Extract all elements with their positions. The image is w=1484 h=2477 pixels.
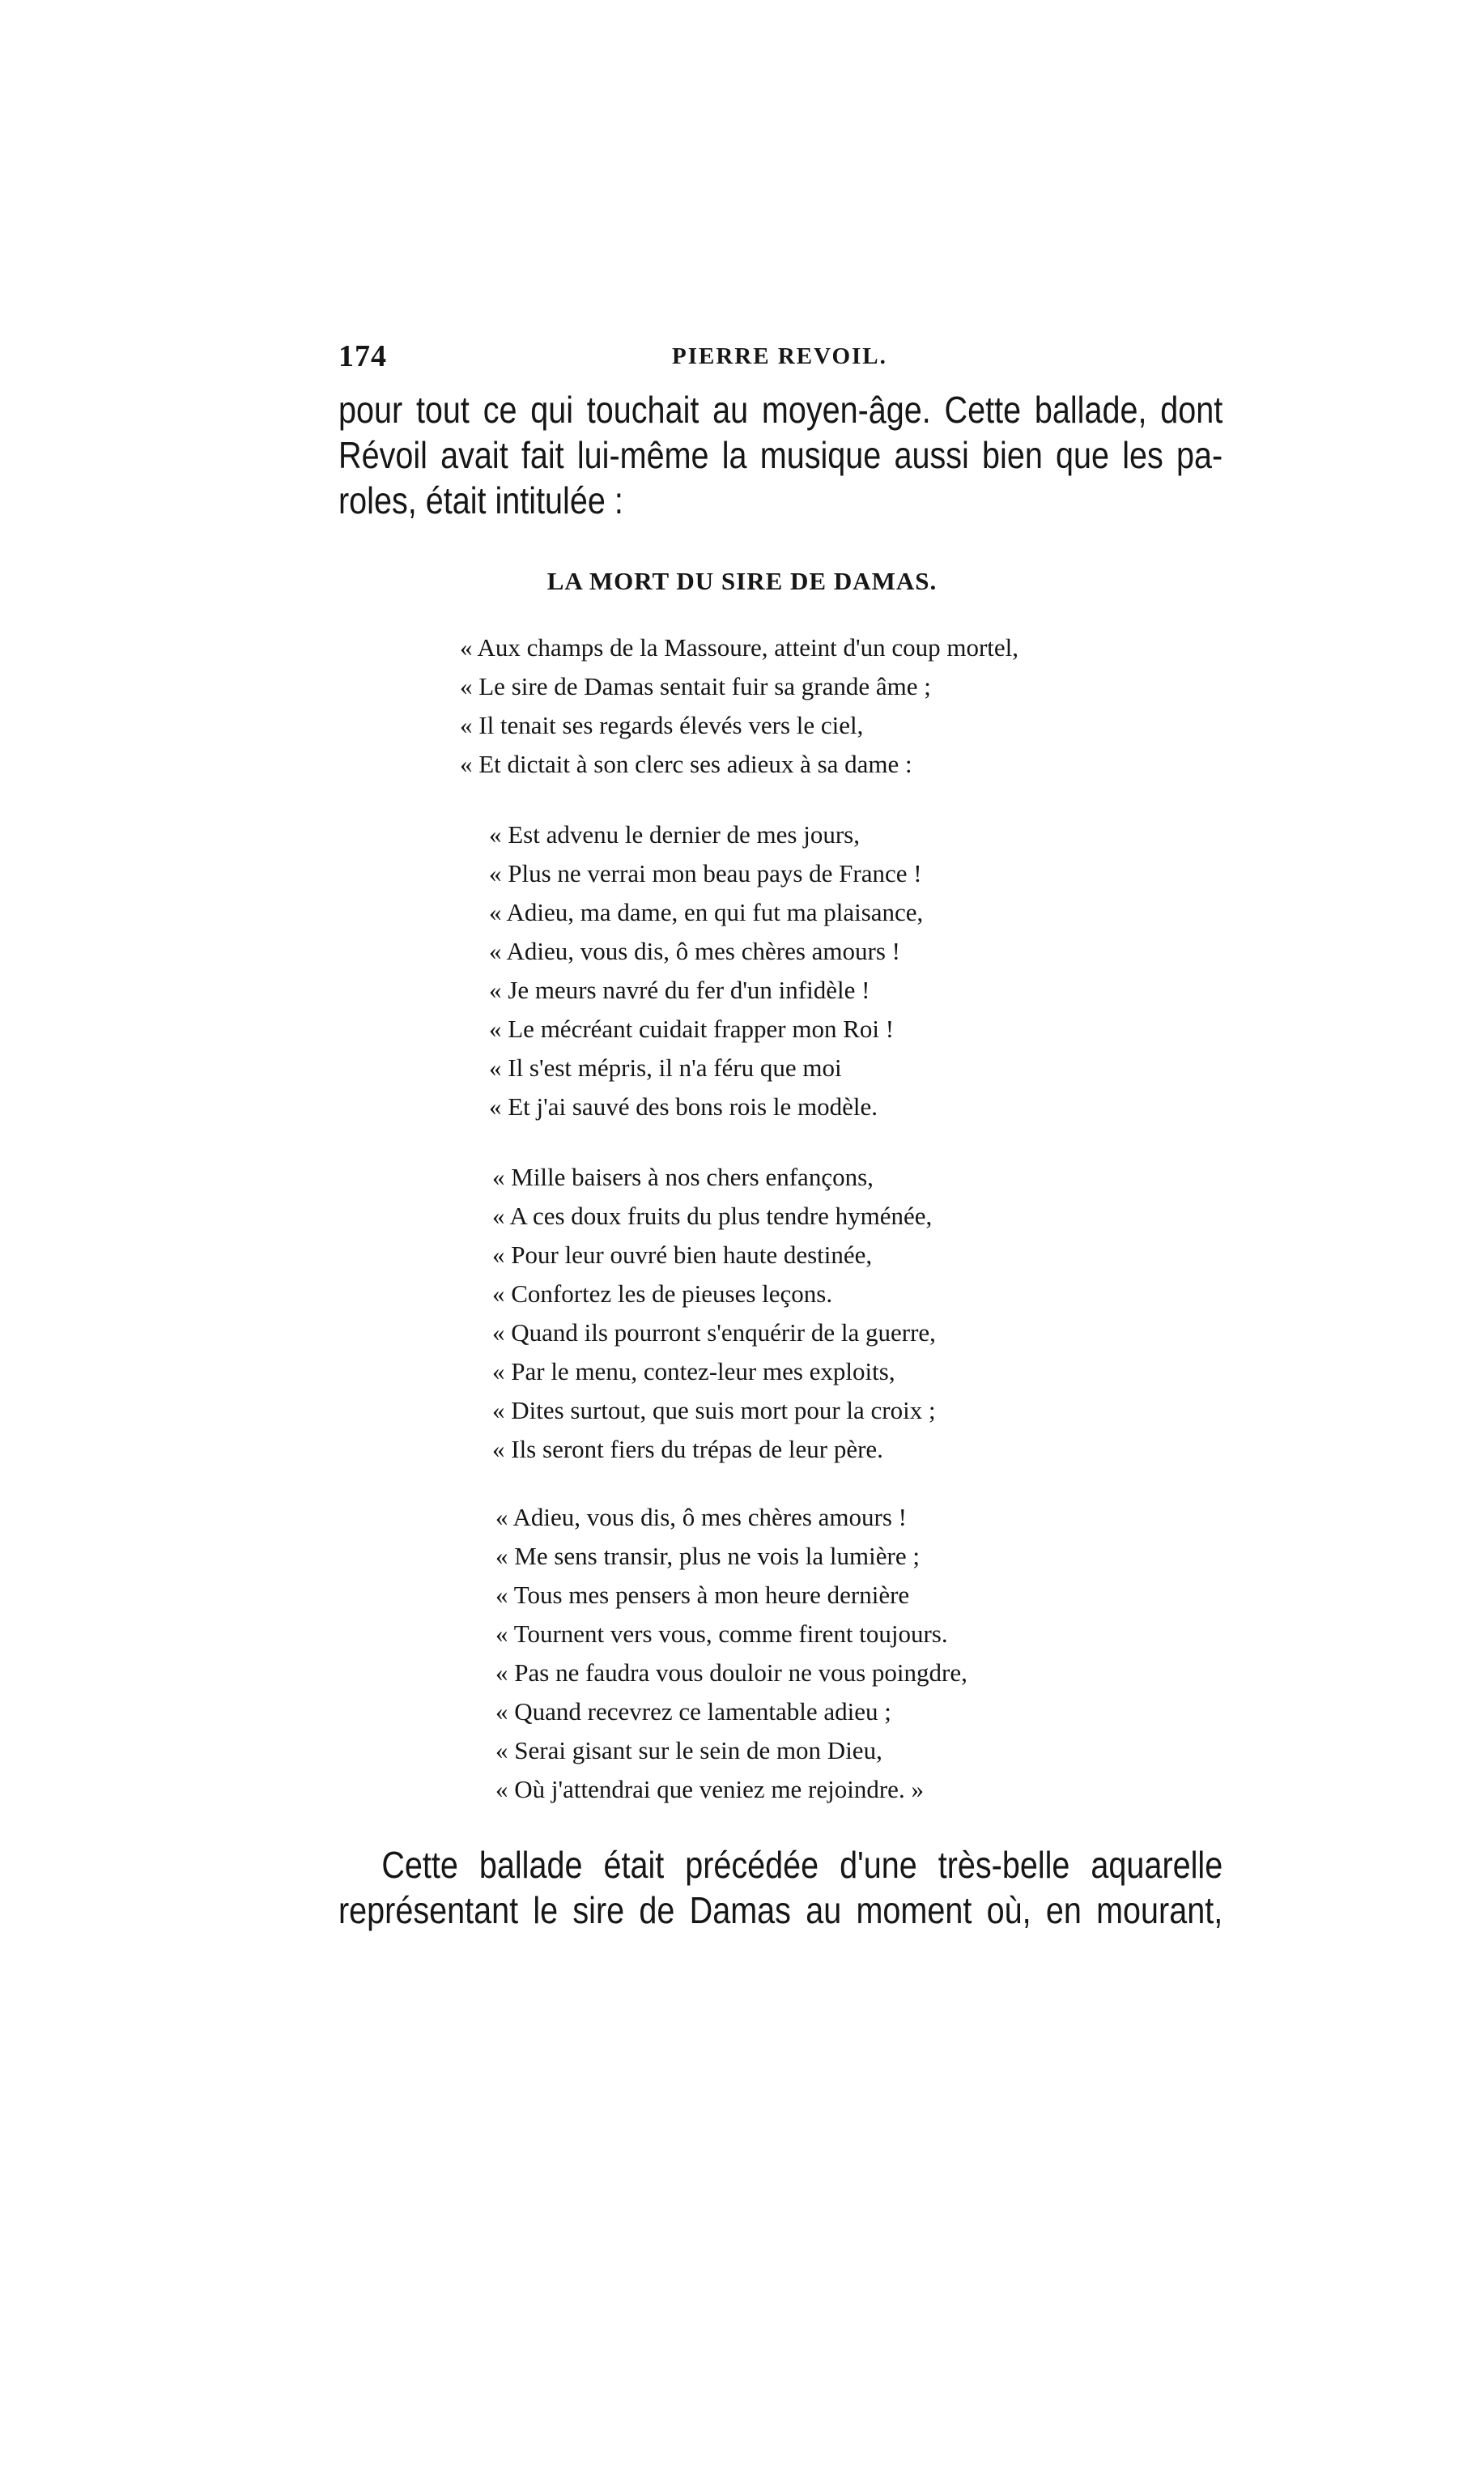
verse-line: « Ils seront fiers du trépas de leur père. [492,1435,883,1463]
verse-line: « Me sens transir, plus ne vois la lumière ; [495,1542,920,1570]
verse-line: « Pas ne faudra vous douloir ne vous poingdre, [495,1658,967,1687]
verse-line: « Il tenait ses regards élevés vers le ciel, [460,711,864,739]
verse-line: « Aux champs de la Massoure, atteint d'un coup mortel, [460,633,1019,662]
verse-line: « Serai gisant sur le sein de mon Dieu, [495,1736,882,1764]
poem-stanza-4 [495,1498,967,1809]
running-head [338,338,1229,387]
closing-paragraph [338,1842,1223,1933]
verse-line: « Quand ils pourront s'enquérir de la guerre, [492,1318,936,1347]
poem-stanza-3 [492,1158,936,1469]
verse-line: « Et j'ai sauvé des bons rois le modèle. [489,1092,878,1121]
intro-line: roles, était intitulée : [338,479,623,521]
verse-line: « Tournent vers vous, comme firent toujours. [495,1619,948,1648]
closing-line: représentant le sire de Damas au moment où, en mourant, [338,1889,1223,1931]
verse-line: « Dites surtout, que suis mort pour la croix ; [492,1396,936,1424]
closing-line: Cette ballade était précédée d'une très-belle aquarelle [381,1844,1223,1886]
verse-line: « Adieu, ma dame, en qui fut ma plaisance, [489,898,924,926]
verse-line: « Confortez les de pieuses leçons. [492,1279,833,1308]
verse-line: « Il s'est mépris, il n'a féru que moi [489,1053,842,1082]
intro-line: Révoil avait fait lui-même la musique aussi bien que les pa- [338,434,1223,476]
verse-line: « Tous mes pensers à mon heure dernière [495,1581,910,1609]
running-title: PIERRE REVOIL. [672,343,887,369]
verse-line: « Quand recevrez ce lamentable adieu ; [495,1697,891,1726]
verse-line: « Mille baisers à nos chers enfançons, [492,1163,874,1191]
verse-line: « A ces doux fruits du plus tendre hyménée, [492,1202,933,1230]
poem-title: LA MORT DU SIRE DE DAMAS. [546,567,938,595]
poem-stanza-2 [489,815,923,1126]
poem-stanza-1 [460,628,1018,784]
verse-line: « Le mécréant cuidait frapper mon Roi ! [489,1015,895,1043]
page-number: 174 [338,339,387,373]
verse-line: « Je meurs navré du fer d'un infidèle ! [489,976,870,1004]
verse-line: « Est advenu le dernier de mes jours, [489,820,860,849]
verse-line: « Par le menu, contez-leur mes exploits, [492,1357,895,1385]
verse-line: « Pour leur ouvré bien haute destinée, [492,1241,873,1269]
verse-line: « Où j'attendrai que veniez me rejoindre. » [495,1775,924,1803]
intro-line: pour tout ce qui touchait au moyen-âge. Cette ballade, dont [338,389,1223,431]
intro-paragraph [338,387,1223,523]
verse-line: « Adieu, vous dis, ô mes chères amours ! [489,937,900,965]
verse-line: « Et dictait à son clerc ses adieux à sa dame : [460,750,912,778]
verse-line: « Adieu, vous dis, ô mes chères amours ! [495,1503,907,1531]
verse-line: « Plus ne verrai mon beau pays de France ! [489,859,922,887]
verse-line: « Le sire de Damas sentait fuir sa grande âme ; [460,672,931,700]
